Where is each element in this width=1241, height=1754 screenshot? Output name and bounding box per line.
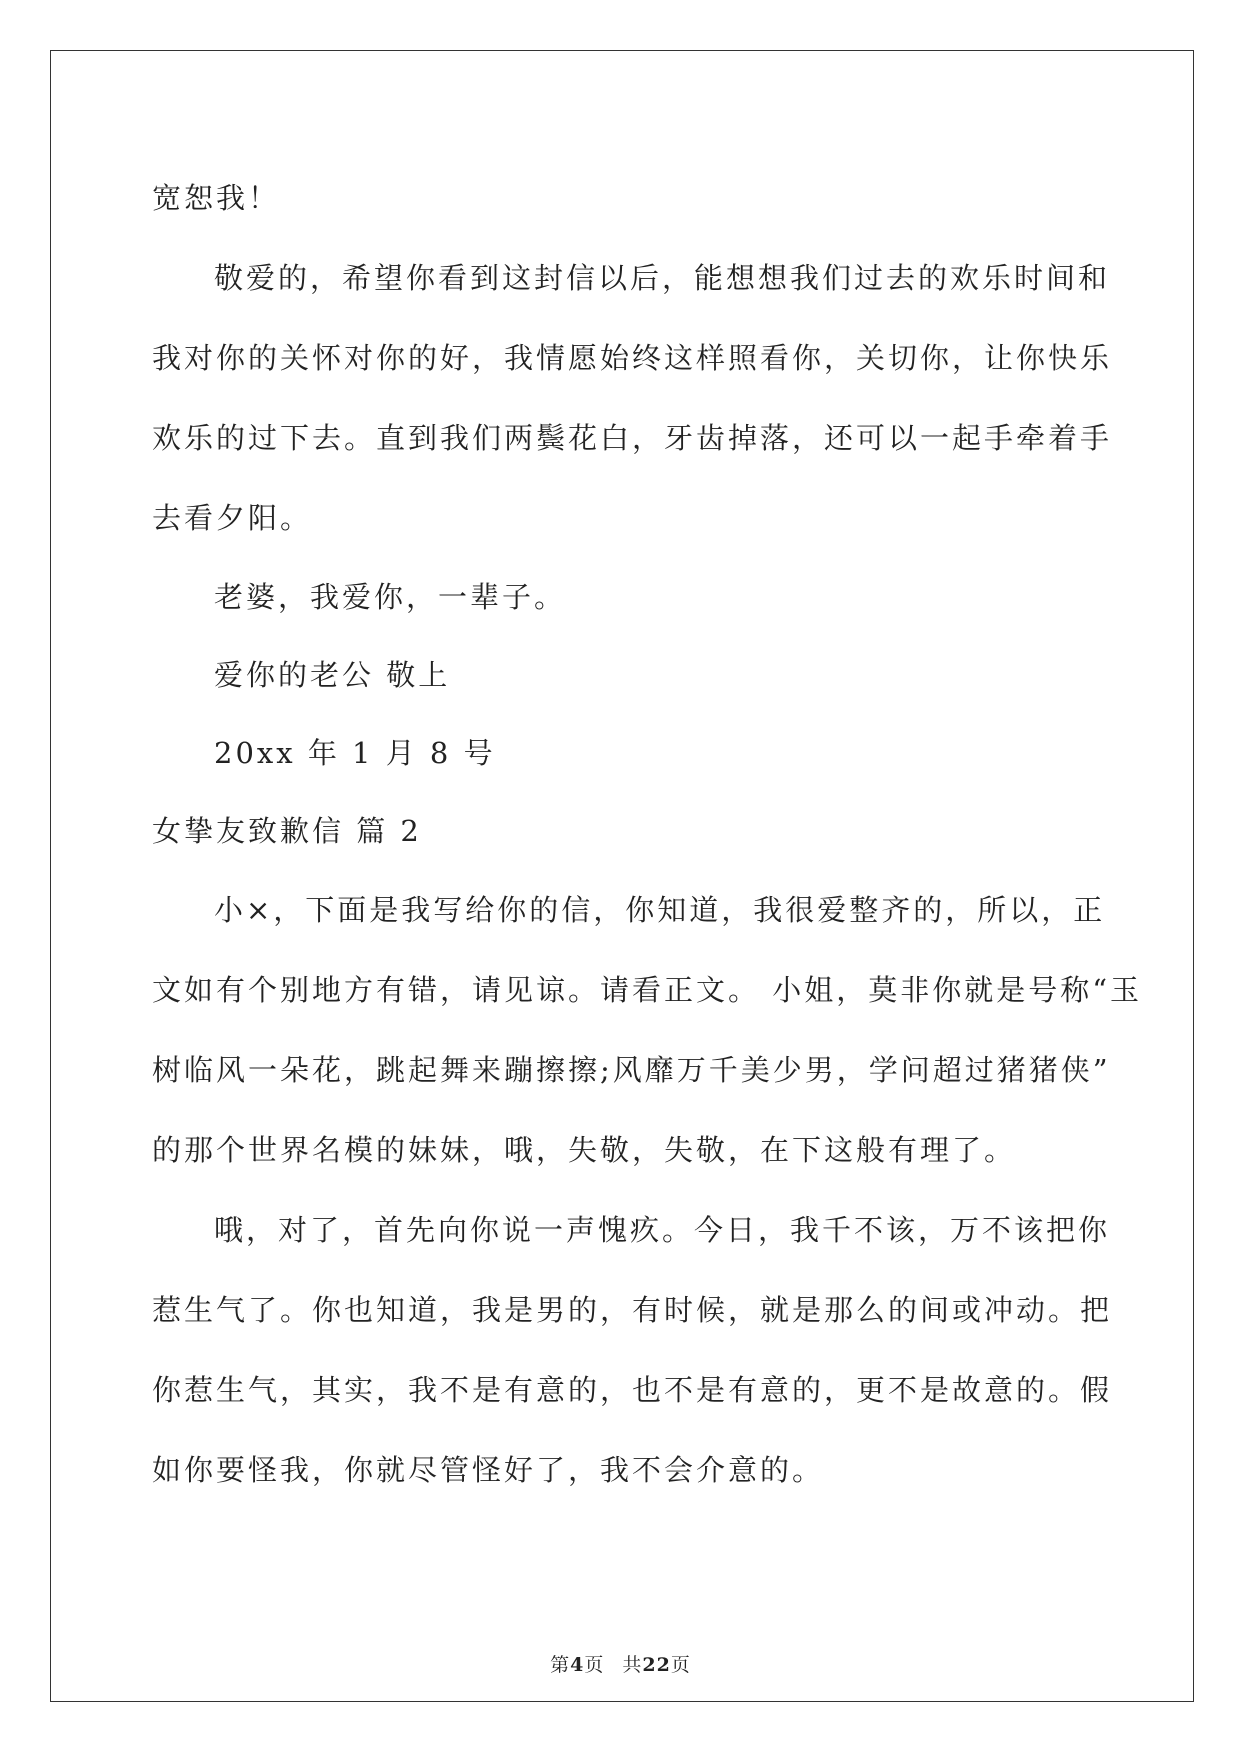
page-footer <box>0 1650 1241 1677</box>
text-line: 文如有个别地方有错，请见谅。请看正文。 小姐，莫非你就是号称“玉 <box>152 973 1143 1007</box>
text-line: 宽恕我！ <box>152 181 281 215</box>
total-suffix: 页 <box>670 1654 691 1676</box>
text-line: 去看夕阳。 <box>152 501 313 535</box>
text-line: 老婆，我爱你，一辈子。 <box>214 580 567 614</box>
section-title: 女挚友致歉信 篇 2 <box>152 814 422 848</box>
page-suffix: 页 <box>584 1654 605 1676</box>
text-line: 树临风一朵花，跳起舞来蹦擦擦;风靡万千美少男，学问超过猪猪侠” <box>152 1053 1111 1087</box>
total-prefix: 共 <box>622 1654 643 1676</box>
text-line: 如你要怪我，你就尽管怪好了，我不会介意的。 <box>152 1453 825 1487</box>
text-line: 的那个世界名模的妹妹，哦，失敬，失敬，在下这般有理了。 <box>152 1133 1017 1167</box>
text-line: 惹生气了。你也知道，我是男的，有时候，就是那么的间或冲动。把 <box>152 1293 1113 1327</box>
text-line: 小×，下面是我写给你的信，你知道，我很爱整齐的，所以，正 <box>214 893 1106 927</box>
page-current: 4 <box>570 1654 585 1676</box>
document-body <box>152 158 1143 1510</box>
text-line: 我对你的关怀对你的好，我情愿始终这样照看你，关切你，让你快乐 <box>152 341 1113 375</box>
signature-line: 爱你的老公 敬上 <box>214 658 451 692</box>
text-line: 敬爱的，希望你看到这封信以后，能想想我们过去的欢乐时间和 <box>214 261 1111 295</box>
page-total: 22 <box>642 1654 671 1676</box>
text-line: 你惹生气，其实，我不是有意的，也不是有意的，更不是故意的。假 <box>152 1373 1113 1407</box>
date-line: 20xx 年 1 月 8 号 <box>214 736 496 770</box>
text-line: 哦，对了，首先向你说一声愧疚。今日，我千不该，万不该把你 <box>214 1213 1111 1247</box>
page-prefix: 第 <box>550 1654 571 1676</box>
text-line: 欢乐的过下去。直到我们两鬓花白，牙齿掉落，还可以一起手牵着手 <box>152 421 1113 455</box>
